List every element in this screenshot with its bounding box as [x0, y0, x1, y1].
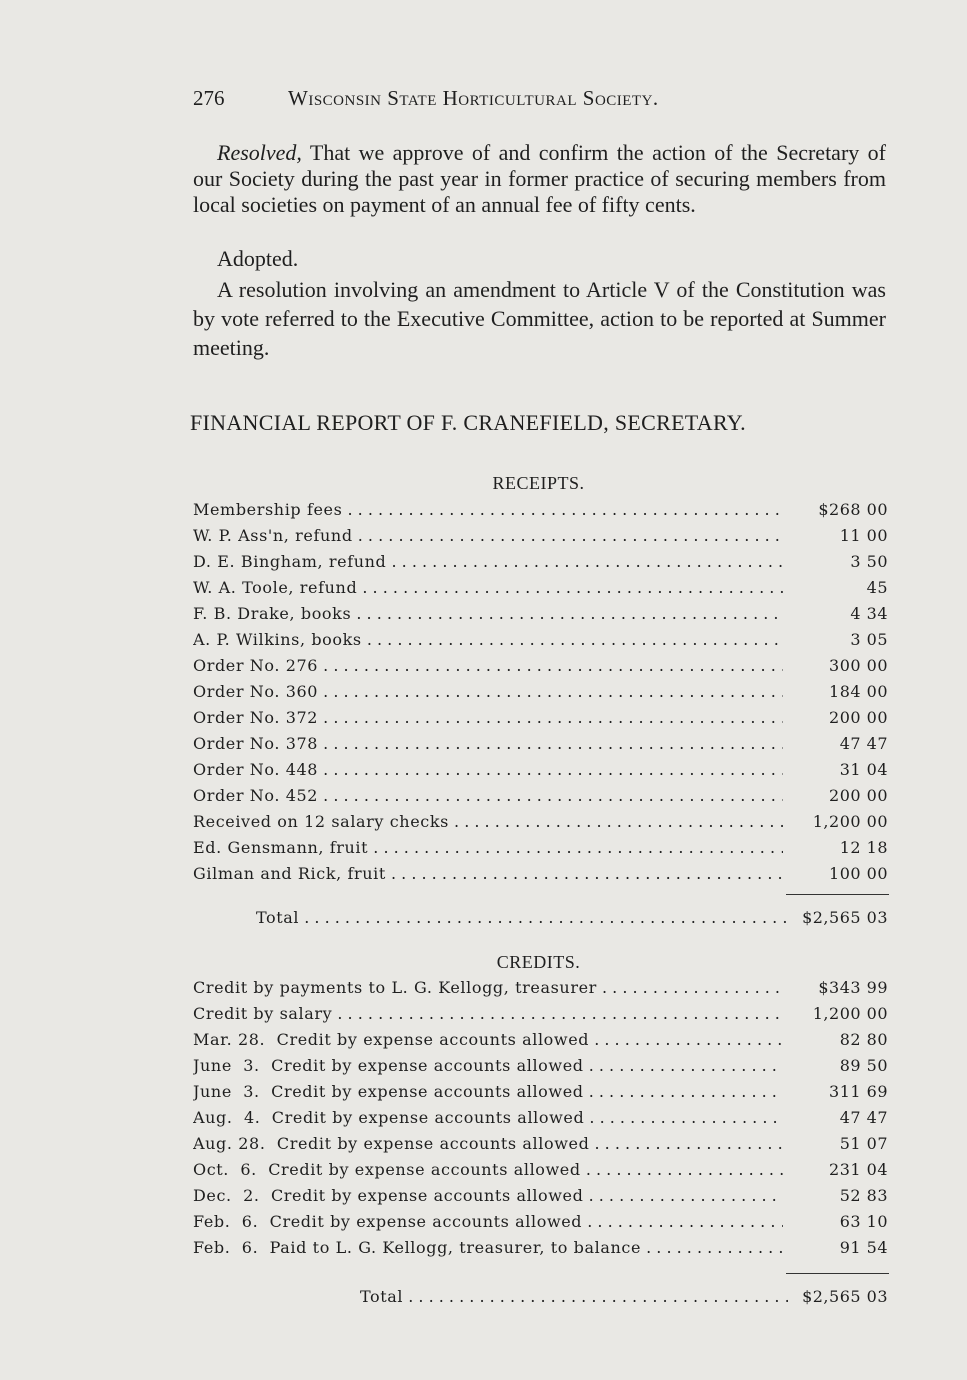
credit-item-amount: 47 47 — [788, 1108, 888, 1127]
receipt-item-label: Order No. 452 . . . — [193, 786, 783, 805]
receipt-item-label: Order No. 372 . . . — [193, 708, 783, 727]
running-header — [193, 86, 793, 111]
resolution-paragraph — [193, 140, 886, 218]
credit-item-label: Feb. 6. Paid to L. G. Kellogg, treasurer, to balance . . . — [193, 1238, 783, 1257]
receipt-item-label: Order No. 378 . . . — [193, 734, 783, 753]
receipt-item-amount: 11 00 — [788, 526, 888, 545]
credit-row — [193, 1108, 888, 1134]
report-title: FINANCIAL REPORT OF F. CRANEFIELD, SECRETARY. — [190, 410, 746, 435]
credit-row — [193, 1212, 888, 1238]
credit-row — [193, 1238, 888, 1264]
credit-row — [193, 1030, 888, 1056]
receipt-item-amount: 3 50 — [788, 552, 888, 571]
receipt-row — [193, 760, 888, 786]
credit-item-label: Credit by payments to L. G. Kellogg, treasurer . . . — [193, 978, 783, 997]
receipt-row — [193, 630, 888, 656]
receipt-item-amount: 200 00 — [788, 708, 888, 727]
receipt-row — [193, 604, 888, 630]
receipts-total-rule — [786, 894, 889, 895]
adopted-paragraph: Adopted. — [217, 246, 299, 271]
receipt-row — [193, 656, 888, 682]
receipt-item-amount: 4 34 — [788, 604, 888, 623]
receipt-item-label: Gilman and Rick, fruit . . . — [193, 864, 783, 883]
receipt-item-label: D. E. Bingham, refund . . . — [193, 552, 783, 571]
receipt-row — [193, 812, 888, 838]
receipt-item-label: W. A. Toole, refund . . . — [193, 578, 783, 597]
credit-item-label: Aug. 28. Credit by expense accounts allowed . . . — [193, 1134, 783, 1153]
credit-item-label: Mar. 28. Credit by expense accounts allowed . . . — [193, 1030, 783, 1049]
receipt-item-amount: 1,200 00 — [788, 812, 888, 831]
credits-total-row — [360, 1287, 888, 1313]
receipts-total-label: Total . . . — [256, 908, 786, 927]
credit-row — [193, 1056, 888, 1082]
credit-row — [193, 1160, 888, 1186]
receipt-row — [193, 578, 888, 604]
page-number: 276 — [193, 86, 225, 110]
credit-item-label: Dec. 2. Credit by expense accounts allowed . . . — [193, 1186, 783, 1205]
receipt-item-amount: 47 47 — [788, 734, 888, 753]
receipt-row — [193, 838, 888, 864]
receipt-item-amount: $268 00 — [788, 500, 888, 519]
credits-total-rule — [786, 1273, 889, 1274]
receipt-row — [193, 500, 888, 526]
receipt-row — [193, 734, 888, 760]
receipt-item-label: Order No. 360 . . . — [193, 682, 783, 701]
receipt-item-amount: 31 04 — [788, 760, 888, 779]
credit-row — [193, 1134, 888, 1160]
receipt-item-amount: 3 05 — [788, 630, 888, 649]
receipt-item-amount: 100 00 — [788, 864, 888, 883]
credit-item-amount: 51 07 — [788, 1134, 888, 1153]
credit-item-amount: $343 99 — [788, 978, 888, 997]
receipt-item-label: Order No. 448 . . . — [193, 760, 783, 779]
credit-row — [193, 1082, 888, 1108]
credit-item-amount: 89 50 — [788, 1056, 888, 1075]
receipt-row — [193, 708, 888, 734]
credit-item-amount: 63 10 — [788, 1212, 888, 1231]
credit-item-amount: 231 04 — [788, 1160, 888, 1179]
credit-item-label: June 3. Credit by expense accounts allowed . . . — [193, 1056, 783, 1075]
receipt-item-label: F. B. Drake, books . . . — [193, 604, 783, 623]
credit-item-label: Aug. 4. Credit by expense accounts allowed . . . — [193, 1108, 783, 1127]
receipt-item-label: W. P. Ass'n, refund . . . — [193, 526, 783, 545]
resolution-text: That we approve of and confirm the action of the Secretary of our Society during the past year in former practice of securing members from local societies on payment of an annual fee of fifty cents. — [193, 140, 886, 217]
credit-row — [193, 978, 888, 1004]
receipt-item-label: Order No. 276 . . . — [193, 656, 783, 675]
credits-heading: CREDITS. — [496, 952, 581, 972]
running-title: Wisconsin State Horticultural Society. — [288, 86, 659, 110]
receipt-item-amount: 300 00 — [788, 656, 888, 675]
receipt-item-label: Received on 12 salary checks . . . — [193, 812, 783, 831]
receipt-item-amount: 12 18 — [788, 838, 888, 857]
receipts-total-row — [256, 908, 888, 934]
receipt-row — [193, 786, 888, 812]
receipt-item-label: A. P. Wilkins, books . . . — [193, 630, 783, 649]
receipt-row — [193, 864, 888, 890]
receipt-item-amount: 184 00 — [788, 682, 888, 701]
credit-item-label: June 3. Credit by expense accounts allowed . . . — [193, 1082, 783, 1101]
amendment-paragraph: A resolution involving an amendment to Article V of the Constitution was by vote referred to the Executive Committee, action to be reported at Summer meeting. — [193, 277, 886, 360]
receipt-row — [193, 552, 888, 578]
credit-item-amount: 1,200 00 — [788, 1004, 888, 1023]
credit-row — [193, 1186, 888, 1212]
receipts-table — [193, 500, 888, 890]
receipt-item-amount: 200 00 — [788, 786, 888, 805]
receipt-row — [193, 526, 888, 552]
receipt-item-label: Ed. Gensmann, fruit . . . — [193, 838, 783, 857]
receipt-item-label: Membership fees . . . — [193, 500, 783, 519]
receipts-total-amount: $2,565 03 — [788, 908, 888, 927]
credit-row — [193, 1004, 888, 1030]
credit-item-label: Feb. 6. Credit by expense accounts allowed . . . — [193, 1212, 783, 1231]
credit-item-amount: 311 69 — [788, 1082, 888, 1101]
credit-item-amount: 52 83 — [788, 1186, 888, 1205]
credits-total-label: Total . . . — [360, 1287, 790, 1306]
credit-item-label: Oct. 6. Credit by expense accounts allowed . . . — [193, 1160, 783, 1179]
credits-table — [193, 978, 888, 1264]
credit-item-label: Credit by salary . . . — [193, 1004, 783, 1023]
receipts-heading: RECEIPTS. — [492, 473, 585, 493]
receipt-row — [193, 682, 888, 708]
credits-total-amount: $2,565 03 — [788, 1287, 888, 1306]
credit-item-amount: 91 54 — [788, 1238, 888, 1257]
receipt-item-amount: 45 — [788, 578, 888, 597]
credit-item-amount: 82 80 — [788, 1030, 888, 1049]
resolved-lead: Resolved, — [217, 140, 302, 165]
